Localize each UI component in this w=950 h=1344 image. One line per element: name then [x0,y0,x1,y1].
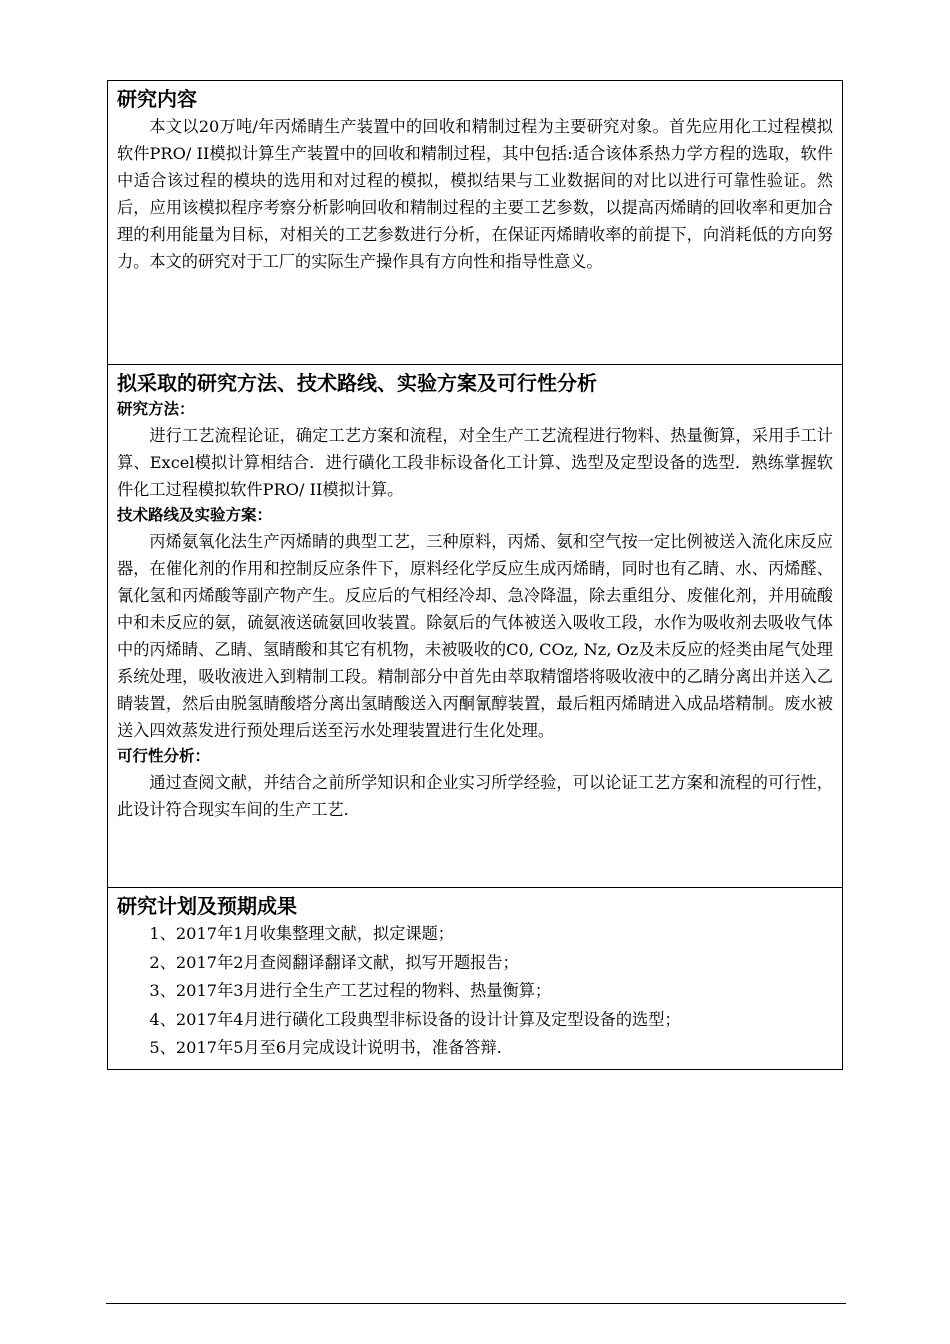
plan-cell [108,888,842,1069]
feasibility-paragraph: 通过查阅文献，并结合之前所学知识和企业实习所学经验，可以论证工艺方案和流程的可行性，此设计符合现实车间的生产工艺. [117,773,833,819]
plan-item: 2、2017年2月查阅翻译翻译文献，拟写开题报告； [149,952,519,972]
plan-item: 3、2017年3月进行全生产工艺过程的物料、热量衡算； [149,981,552,1000]
proposal-table [107,80,843,1070]
plan-item: 1、2017年1月收集整理文献，拟定课题； [149,924,454,943]
research-methods-label: 研究方法： [117,400,195,418]
feasibility-label: 可行性分析： [117,747,211,765]
methods-heading: 拟采取的研究方法、技术路线、实验方案及可行性分析 [117,371,597,395]
technical-route-paragraph: 丙烯氨氧化法生产丙烯睛的典型工艺，三种原料，丙烯、氨和空气按一定比例被送入流化床反应器，在催化剂的作用和控制反应条件下，原料经化学反应生成丙烯睛，同时也有乙睛、水、丙烯醛、氰化氢和丙烯酸等副产物产生。反应后的气相经冷却、急冷降温，除去重组分、废催化剂，并用硫酸中和未反应的氨，硫氨液送硫氨回收装置。除氨后的气体被送入吸收工段，水作为吸收剂去吸收气体中的丙烯睛、乙睛、氢睛酸和其它有机物，未被吸收的C0, COz, Nz, Oz及未反应的烃类由尾气处理系统处理，吸收液进入到精制工段。精制部分中首先由萃取精馏塔将吸收液中的乙睛分离出并送入乙睛装置，然后由脱氢睛酸塔分离出氢睛酸送入丙酮氰醇装置，最后粗丙烯睛进入成品塔精制。废水被送入四效蒸发进行预处理后送至污水处理装置进行生化处理。 [117,532,833,740]
research-methods-paragraph: 进行工艺流程论证，确定工艺方案和流程，对全生产工艺流程进行物料、热量衡算，采用手工计算、Excel模拟计算相结合．进行磺化工段非标设备化工计算、选型及定型设备的选型．熟练掌握软件化工过程模拟软件PRO/ II模拟计算。 [117,426,833,499]
methods-cell [108,365,842,888]
plan-item: 4、2017年4月进行磺化工段典型非标设备的设计计算及定型设备的选型； [149,1009,681,1029]
technical-route-label: 技术路线及实验方案： [117,506,273,524]
plan-item: 5、2017年5月至6月完成设计说明书，准备答辩. [149,1038,502,1057]
footer-divider [106,1303,846,1304]
research-content-cell [108,81,842,365]
plan-heading: 研究计划及预期成果 [117,894,297,918]
research-content-paragraph: 本文以20万吨/年丙烯睛生产装置中的回收和精制过程为主要研究对象。首先应用化工过程模拟软件PRO/ II模拟计算生产装置中的回收和精制过程，其中包括:适合该体系热力学方程的选取，软件中适合该过程的模块的选用和对过程的模拟，模拟结果与工业数据间的对比以进行可靠性验证。然后，应用该模拟程序考察分析影响回收和精制过程的主要工艺参数，以提高丙烯睛的回收率和更加合理的利用能量为目标，对相关的工艺参数进行分析，在保证丙烯睛收率的前提下，向消耗低的方向努力。本文的研究对于工厂的实际生产操作具有方向性和指导性意义。 [117,117,833,271]
research-content-heading: 研究内容 [117,87,197,111]
